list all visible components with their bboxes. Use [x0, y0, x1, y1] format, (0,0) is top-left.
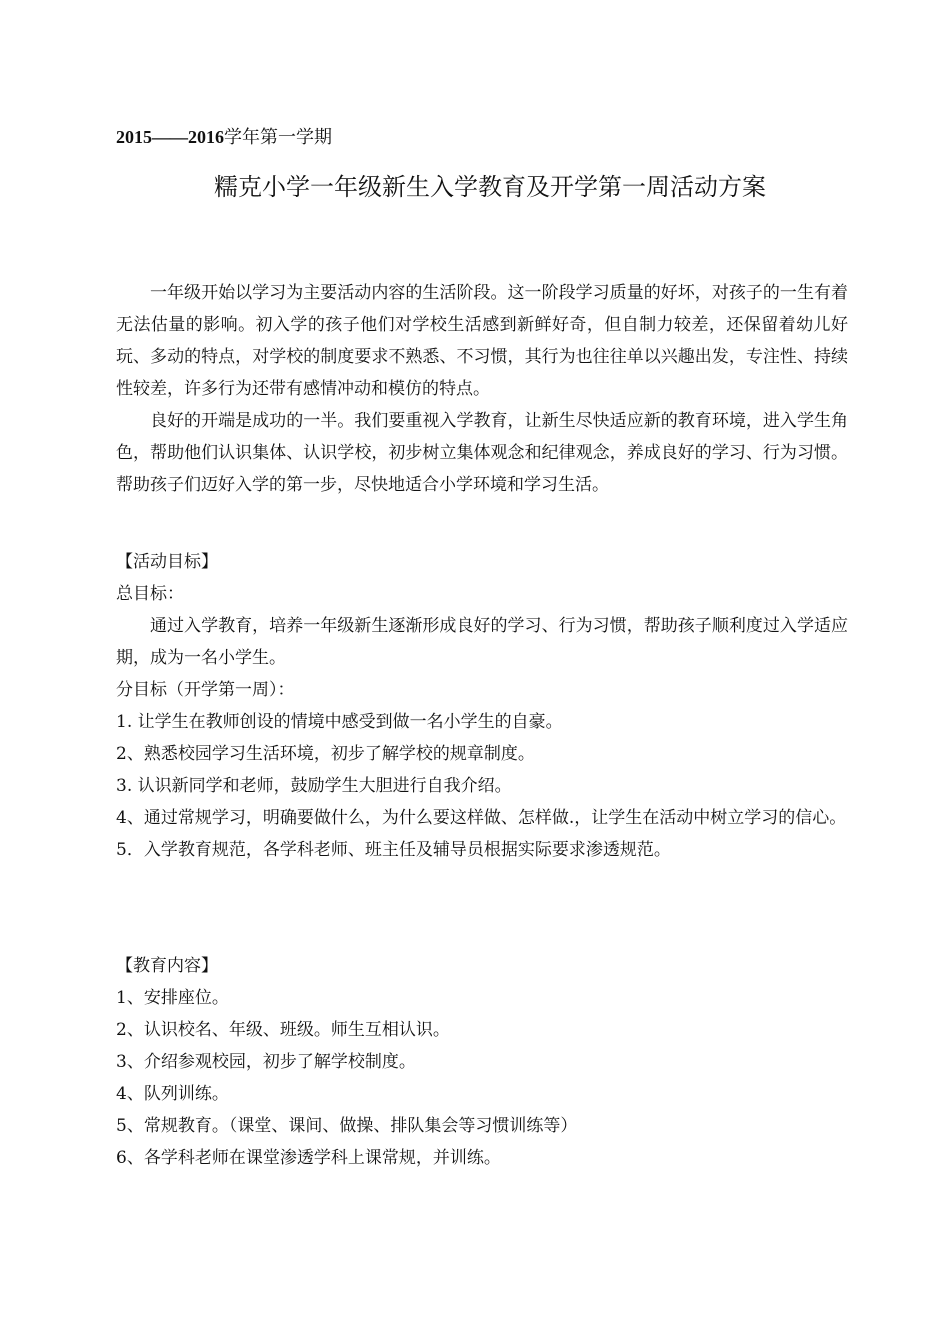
intro-section — [116, 277, 848, 501]
intro-paragraph-1: 一年级开始以学习为主要活动内容的生活阶段。这一阶段学习质量的好坏，对孩子的一生有着无法估量的影响。初入学的孩子他们对学校生活感到新鲜好奇，但自制力较差，还保留着幼儿好玩、多动的特点，对学校的制度要求不熟悉、不习惯，其行为也往往单以兴趣出发，专注性、持续性较差，许多行为还带有感情冲动和模仿的特点。 — [116, 283, 848, 399]
term-years: 2015——2016 — [116, 127, 224, 147]
sub-goal-item: 5．入学教育规范，各学科老师、班主任及辅导员根据实际要求渗透规范。 — [116, 840, 671, 860]
content-section — [116, 950, 848, 1174]
content-item: 4、队列训练。 — [116, 1084, 229, 1104]
term-suffix: 学年第一学期 — [224, 127, 332, 148]
goals-heading: 【活动目标】 — [116, 552, 218, 572]
content-item: 3、介绍参观校园，初步了解学校制度。 — [116, 1052, 416, 1072]
content-item: 6、各学科老师在课堂渗透学科上课常规，并训练。 — [116, 1148, 501, 1168]
content-item: 1、安排座位。 — [116, 988, 229, 1008]
content-heading: 【教育内容】 — [116, 956, 218, 976]
document-title: 糯克小学一年级新生入学教育及开学第一周活动方案 — [214, 173, 766, 201]
term-heading — [116, 124, 332, 151]
overall-goal-label: 总目标： — [116, 584, 184, 604]
sub-goal-item: 2、熟悉校园学习生活环境，初步了解学校的规章制度。 — [116, 744, 535, 764]
sub-goal-item: 1. 让学生在教师创设的情境中感受到做一名小学生的自豪。 — [116, 712, 563, 732]
intro-paragraph-2: 良好的开端是成功的一半。我们要重视入学教育，让新生尽快适应新的教育环境，进入学生角色，帮助他们认识集体、认识学校，初步树立集体观念和纪律观念，养成良好的学习、行为习惯。帮助孩子们迈好入学的第一步，尽快地适合小学环境和学习生活。 — [116, 411, 848, 495]
overall-goal-text: 通过入学教育，培养一年级新生逐渐形成良好的学习、行为习惯，帮助孩子顺利度过入学适应期，成为一名小学生。 — [116, 616, 848, 668]
sub-goal-item: 3. 认识新同学和老师，鼓励学生大胆进行自我介绍。 — [116, 776, 512, 796]
goals-section — [116, 546, 848, 866]
content-item: 2、认识校名、年级、班级。师生互相认识。 — [116, 1020, 450, 1040]
sub-goal-label: 分目标（开学第一周）： — [116, 680, 295, 700]
sub-goal-item: 4、通过常规学习，明确要做什么，为什么要这样做、怎样做.，让学生在活动中树立学习的信心。 — [116, 808, 847, 828]
content-item: 5、常规教育。（课堂、课间、做操、排队集会等习惯训练等） — [116, 1116, 578, 1136]
